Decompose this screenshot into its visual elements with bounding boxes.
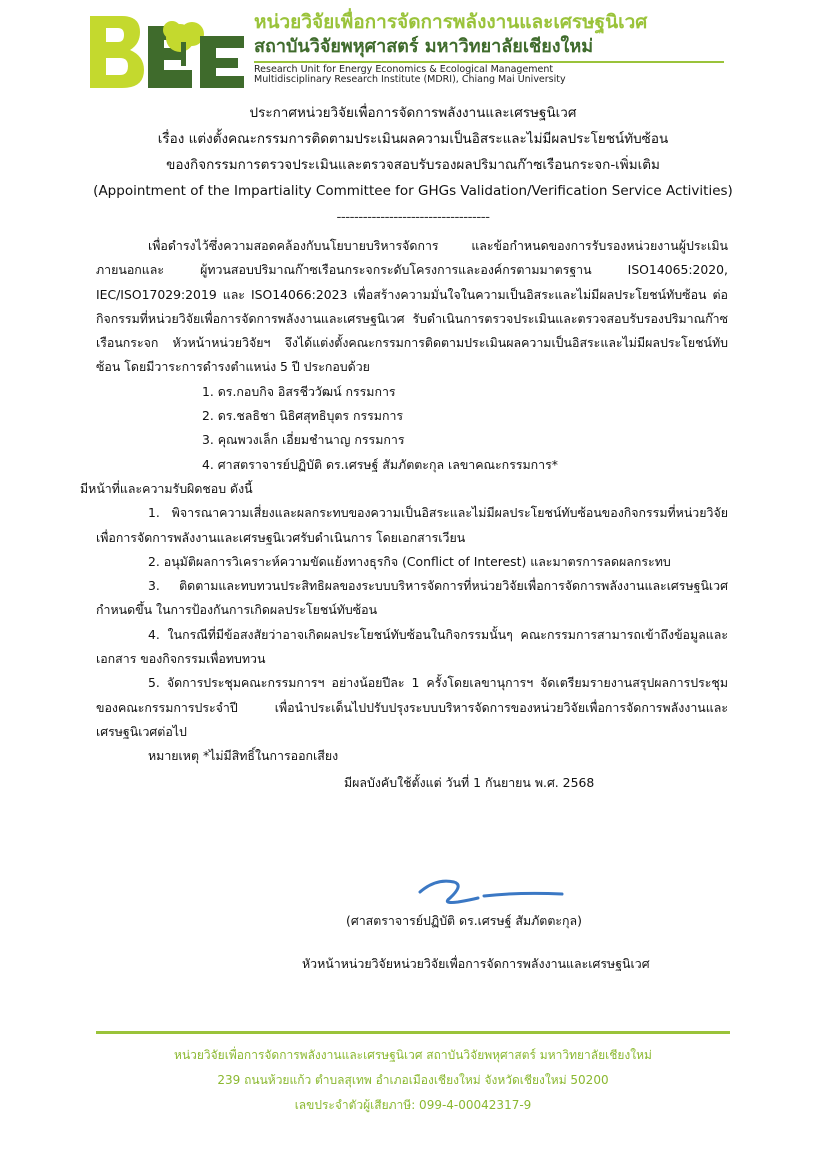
- footer-address: 239 ถนนห้วยแก้ว ตำบลสุเทพ อำเภอเมืองเชียงใหม่ จังหวัดเชียงใหม่ 50200: [217, 1073, 609, 1087]
- intro-paragraph: เพื่อดำรงไว้ซึ่งความสอดคล้องกับนโยบายบริหารจัดการ และข้อกำหนดของการรับรองหน่วยงานผู้ประเมินภายนอกและ ผู้ทวนสอบปริมาณก๊าซเรือนกระจกระดับโครงการและองค์กรตามมาตรฐาน ISO14065:2020, IEC/ISO17029:2019 และ ISO14066:2023 เพื่อสร้างความมั่นใจในความเป็นอิสระและไม่มีผลประโยชน์ทับซ้อน ต่อกิจกรรมที่หน่วยวิจัยเพื่อการจัดการพลังงานและเศรษฐนิเวศ รับดำเนินการตรวจประเมินและตรวจสอบรับรองปริมาณก๊าซเรือนกระจก หัวหน้าหน่วยวิจัยฯ จึงได้แต่งตั้งคณะกรรมการติดตามประเมินผลความเป็นอิสระและไม่มีผลประโยชน์ทับซ้อน โดยมีวาระการดำรงตำแหน่ง 5 ปี ประกอบด้วย: [96, 238, 728, 375]
- signer-name: (ศาสตราจารย์ปฏิบัติ ดร.เศรษฐ์ สัมภัตตะกุล): [346, 913, 582, 928]
- title-line-2: เรื่อง แต่งตั้งคณะกรรมการติดตามประเมินผลความเป็นอิสระและไม่มีผลประโยชน์ทับซ้อน: [157, 131, 669, 147]
- duty-item: 5. จัดการประชุมคณะกรรมการฯ อย่างน้อยปีละ 1 ครั้งโดยเลขานุการฯ จัดเตรียมรายงานสรุปผลการประชุม ของคณะกรรมการประจำปี เพื่อนำประเด็นไปปรับปรุงระบบบริหารจัดการของหน่วยวิจัยเพื่อการจัดการพลังงานและ เศรษฐนิเวศต่อไป: [96, 675, 728, 739]
- bee-logo: [88, 12, 246, 92]
- announcement-title: [60, 100, 766, 230]
- duty-item: 4. ในกรณีที่มีข้อสงสัยว่าอาจเกิดผลประโยชน์ทับซ้อนในกิจกรรมนั้นๆ คณะกรรมการสามารถเข้าถึงข้อมูลและเอกสาร ของกิจกรรมเพื่อทบทวน: [96, 626, 728, 667]
- signer-title: หัวหน้าหน่วยวิจัยหน่วยวิจัยเพื่อการจัดการพลังงานและเศรษฐนิเวศ: [302, 956, 650, 971]
- title-line-3: ของกิจกรรมการตรวจประเมินและตรวจสอบรับรองผลปริมาณก๊าซเรือนกระจก-เพิ่มเติม: [166, 157, 660, 173]
- footer-tax-id: เลขประจำตัวผู้เสียภาษี: 099-4-00042317-9: [294, 1098, 532, 1112]
- duty-item: 2. อนุมัติผลการวิเคราะห์ความขัดแย้งทางธุรกิจ (Conflict of Interest) และมาตรการลดผลกระทบ: [148, 553, 671, 569]
- member-item: 3. คุณพวงเล็ก เอี่ยมชำนาญ กรรมการ: [202, 432, 405, 448]
- footer-org: หน่วยวิจัยเพื่อการจัดการพลังงานและเศรษฐนิเวศ สถาบันวิจัยพหุศาสตร์ มหาวิทยาลัยเชียงใหม่: [174, 1048, 652, 1062]
- duties-heading: มีหน้าที่และความรับผิดชอบ ดังนี้: [80, 480, 253, 496]
- institute-name-thai: สถาบันวิจัยพหุศาสตร์ มหาวิทยาลัยเชียงใหม่: [254, 36, 594, 57]
- remark-note: หมายเหตุ *ไม่มีสิทธิ์ในการออกเสียง: [148, 748, 339, 764]
- footer-divider: [96, 1031, 730, 1034]
- member-item: 1. ดร.กอบกิจ อิสรชีววัฒน์ กรรมการ: [202, 383, 396, 399]
- org-name-english-line1: Research Unit for Energy Economics & Ecological Management: [254, 64, 554, 75]
- duty-item: 3. ติดตามและทบทวนประสิทธิผลของระบบบริหารจัดการที่หน่วยวิจัยเพื่อการจัดการพลังงานและเศรษฐนิเวศ กำหนดขึ้น ในการป้องกันการเกิดผลประโยชน์ทับซ้อน: [96, 578, 728, 618]
- org-name-english-line2: Multidisciplinary Research Institute (MDRI), Chiang Mai University: [254, 74, 566, 85]
- org-name-english: [254, 65, 734, 85]
- signature: [414, 872, 564, 912]
- title-line-1: ประกาศหน่วยวิจัยเพื่อการจัดการพลังงานและเศรษฐนิเวศ: [249, 105, 577, 121]
- member-item: 2. ดร.ชลธิชา นิธิศสุทธิบุตร กรรมการ: [202, 408, 404, 424]
- announcement-body: [80, 234, 728, 795]
- footer: [60, 1043, 766, 1118]
- org-name-thai: หน่วยวิจัยเพื่อการจัดการพลังงานและเศรษฐนิเวศ: [254, 11, 648, 33]
- title-line-4: (Appointment of the Impartiality Committee for GHGs Validation/Verification Service Activities): [93, 183, 733, 199]
- header-divider: [254, 61, 724, 63]
- member-item: 4. ศาสตราจารย์ปฏิบัติ ดร.เศรษฐ์ สัมภัตตะกุล เลขาคณะกรรมการ*: [202, 456, 558, 472]
- effective-date: มีผลบังคับใช้ตั้งแต่ วันที่ 1 กันยายน พ.ศ. 2568: [344, 774, 595, 790]
- duty-item: 1. พิจารณาความเสี่ยงและผลกระทบของความเป็นอิสระและไม่มีผลประโยชน์ทับซ้อนของกิจกรรมที่หน่วยวิจัย เพื่อการจัดการพลังงานและเศรษฐนิเวศรับดำเนินการ โดยเอกสารเวียน: [96, 505, 728, 545]
- title-separator: -----------------------------------: [336, 209, 490, 225]
